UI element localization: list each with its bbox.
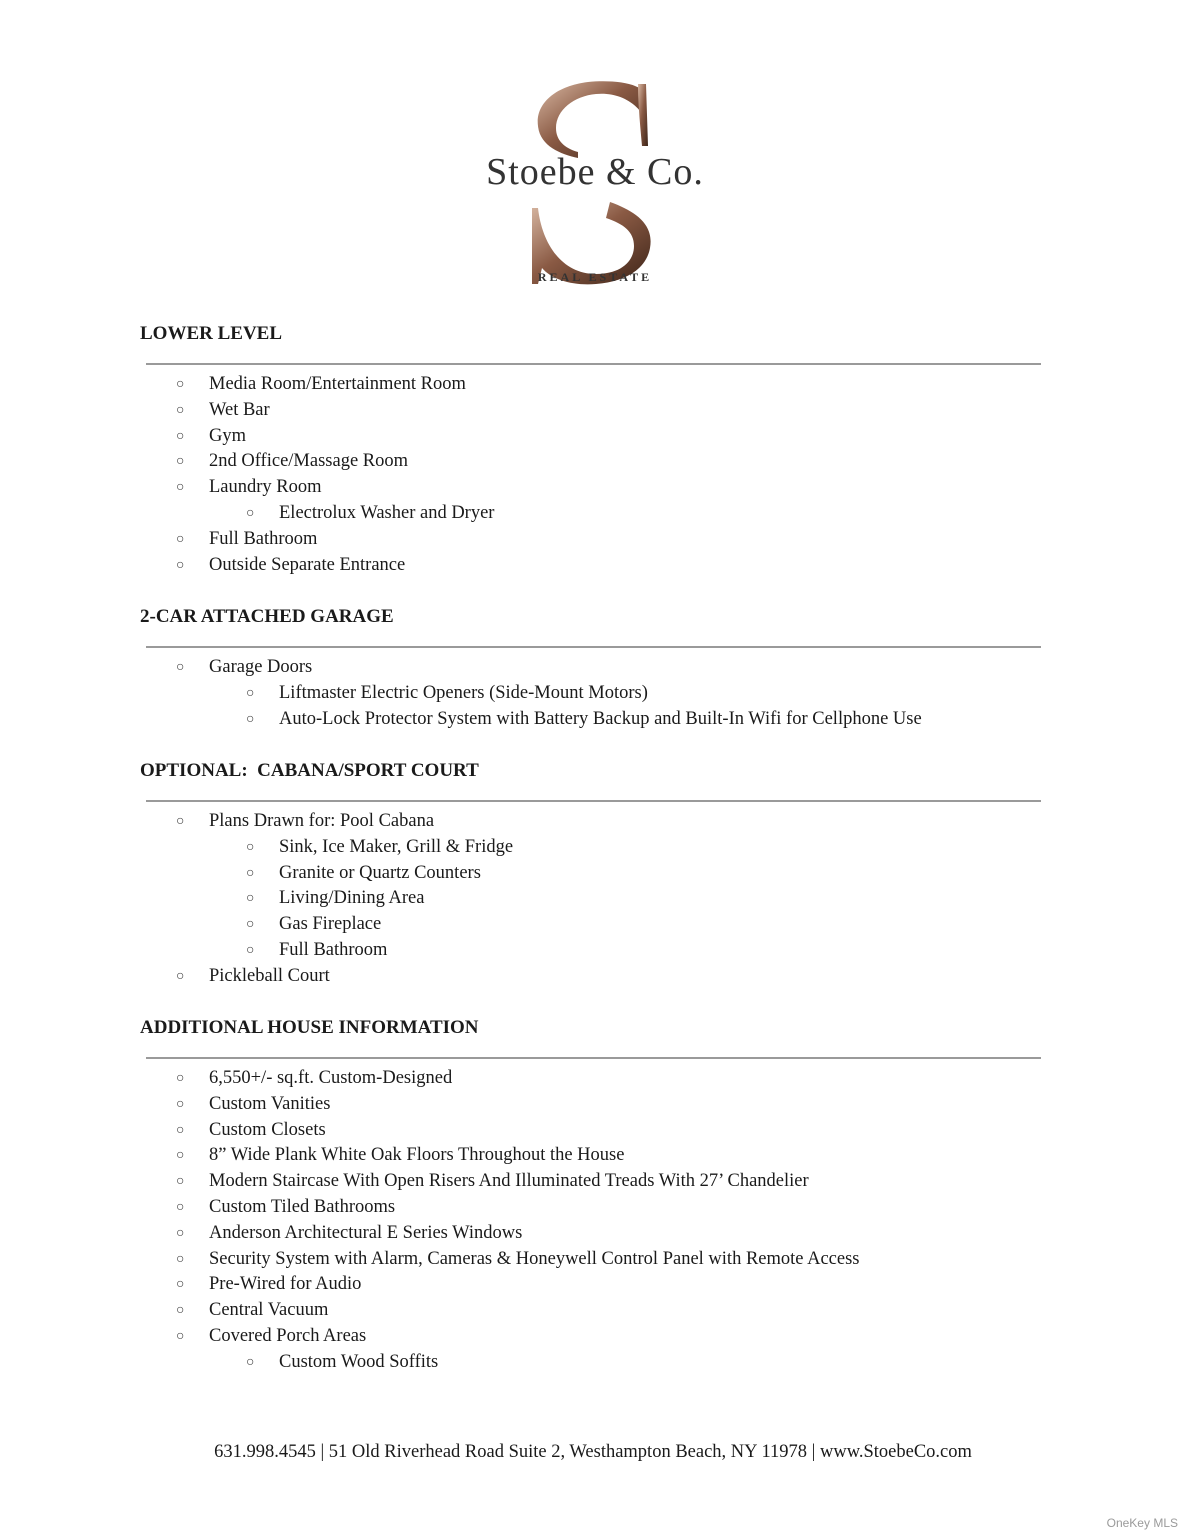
section-divider	[146, 800, 1041, 802]
section-divider	[146, 363, 1041, 365]
circle-bullet-icon: ○	[176, 660, 185, 675]
circle-bullet-icon: ○	[176, 1328, 185, 1344]
circle-bullet-icon: ○	[246, 1354, 255, 1370]
circle-bullet-icon: ○	[176, 557, 185, 573]
circle-bullet-icon: ○	[176, 1199, 185, 1215]
section-heading: 2-CAR ATTACHED GARAGE	[140, 606, 394, 627]
circle-bullet-icon: ○	[246, 891, 255, 907]
list-item-text: Custom Vanities	[209, 1093, 331, 1114]
list-item-text: Covered Porch Areas	[209, 1325, 367, 1346]
circle-bullet-icon: ○	[246, 865, 255, 881]
list-item	[140, 1272, 1041, 1298]
sub-list-item	[140, 707, 1041, 733]
circle-bullet-icon: ○	[176, 1122, 185, 1138]
circle-bullet-icon: ○	[176, 968, 185, 984]
list-item-text: Modern Staircase With Open Risers And Illuminated Treads With 27’ Chandelier	[209, 1171, 809, 1192]
section	[140, 605, 1041, 729]
section-heading: LOWER LEVEL	[140, 323, 283, 344]
list-item-text: Pre-Wired for Audio	[209, 1274, 362, 1295]
feature-list	[140, 655, 1041, 732]
mls-watermark: OneKey MLS	[1106, 1516, 1178, 1530]
list-item	[140, 1324, 1041, 1350]
list-item-text: Outside Separate Entrance	[209, 554, 406, 575]
list-item	[140, 1118, 1041, 1144]
list-item-text: Garage Doors	[209, 657, 313, 677]
list-item-text: Liftmaster Electric Openers (Side-Mount Motors)	[279, 682, 648, 703]
list-item	[140, 527, 1041, 553]
list-item-text: Wet Bar	[209, 399, 270, 420]
circle-bullet-icon: ○	[246, 685, 255, 701]
circle-bullet-icon: ○	[176, 1277, 185, 1293]
circle-bullet-icon: ○	[176, 1303, 185, 1319]
sub-list-item	[140, 886, 1041, 912]
list-item-text: Living/Dining Area	[279, 888, 425, 909]
list-item-text: Security System with Alarm, Cameras & Honeywell Control Panel with Remote Access	[209, 1248, 860, 1269]
list-item	[140, 398, 1041, 424]
list-item-text: Auto-Lock Protector System with Battery Backup and Built-In Wifi for Cellphone Use	[279, 708, 922, 729]
list-item	[140, 655, 1041, 681]
circle-bullet-icon: ○	[176, 428, 185, 444]
list-item	[140, 475, 1041, 501]
list-item-text: Custom Closets	[209, 1119, 326, 1140]
circle-bullet-icon: ○	[176, 814, 185, 829]
list-item	[140, 964, 1041, 990]
circle-bullet-icon: ○	[246, 505, 255, 521]
list-item	[140, 372, 1041, 398]
list-item	[140, 1143, 1041, 1169]
list-item-text: Laundry Room	[209, 477, 322, 498]
circle-bullet-icon: ○	[176, 1071, 185, 1086]
circle-bullet-icon: ○	[176, 377, 185, 392]
circle-bullet-icon: ○	[246, 917, 255, 933]
sub-list-item	[140, 681, 1041, 707]
sub-list-item	[140, 1350, 1041, 1376]
section-heading: OPTIONAL: CABANA/SPORT COURT	[140, 760, 479, 781]
circle-bullet-icon: ○	[176, 454, 185, 470]
list-item	[140, 1092, 1041, 1118]
list-item-text: Gym	[209, 425, 246, 446]
list-item	[140, 1298, 1041, 1324]
sub-list-item	[140, 835, 1041, 861]
circle-bullet-icon: ○	[246, 942, 255, 958]
list-item	[140, 424, 1041, 450]
footer-contact: 631.998.4545 | 51 Old Riverhead Road Suite 2, Westhampton Beach, NY 11978 | www.StoebeCo.com	[214, 1442, 972, 1462]
sub-list-item	[140, 938, 1041, 964]
sub-list-item	[140, 912, 1041, 938]
list-item-text: 2nd Office/Massage Room	[209, 451, 409, 472]
list-item	[140, 1169, 1041, 1195]
circle-bullet-icon: ○	[176, 1174, 185, 1190]
list-item-text: Central Vacuum	[209, 1300, 329, 1321]
list-item-text: 8” Wide Plank White Oak Floors Throughout the House	[209, 1145, 625, 1166]
circle-bullet-icon: ○	[176, 1251, 185, 1267]
sub-list-item	[140, 861, 1041, 887]
sub-list-item	[140, 501, 1041, 527]
list-item	[140, 809, 1041, 835]
list-item-text: Gas Fireplace	[279, 914, 382, 935]
circle-bullet-icon: ○	[246, 839, 255, 855]
list-item	[140, 553, 1041, 579]
circle-bullet-icon: ○	[176, 1096, 185, 1112]
list-item-text: Granite or Quartz Counters	[279, 862, 481, 883]
list-item	[140, 449, 1041, 475]
list-item-text: Media Room/Entertainment Room	[209, 374, 466, 394]
list-item-text: Electrolux Washer and Dryer	[279, 502, 495, 523]
list-item-text: Plans Drawn for: Pool Cabana	[209, 811, 435, 831]
circle-bullet-icon: ○	[176, 480, 185, 496]
circle-bullet-icon: ○	[176, 1225, 185, 1241]
list-item-text: Custom Wood Soffits	[279, 1351, 439, 1372]
section-heading: ADDITIONAL HOUSE INFORMATION	[140, 1017, 479, 1038]
list-item-text: Full Bathroom	[209, 528, 318, 549]
circle-bullet-icon: ○	[176, 1148, 185, 1164]
list-item	[140, 1195, 1041, 1221]
section	[140, 322, 1041, 575]
list-item	[140, 1221, 1041, 1247]
feature-list	[140, 1066, 1041, 1376]
list-item-text: Sink, Ice Maker, Grill & Fridge	[279, 836, 514, 857]
list-item-text: Full Bathroom	[279, 939, 388, 960]
section-divider	[146, 646, 1041, 648]
feature-list	[140, 809, 1041, 990]
brand-name: Stoebe & Co.	[486, 151, 704, 193]
company-logo	[470, 74, 720, 294]
list-item	[140, 1066, 1041, 1092]
brand-tagline: REAL ESTATE	[537, 270, 653, 284]
section	[140, 759, 1041, 986]
list-item	[140, 1247, 1041, 1273]
list-item-text: Pickleball Court	[209, 965, 330, 986]
section	[140, 1016, 1041, 1372]
list-item-text: Anderson Architectural E Series Windows	[209, 1222, 523, 1243]
list-item-text: 6,550+/- sq.ft. Custom-Designed	[209, 1068, 453, 1088]
list-item-text: Custom Tiled Bathrooms	[209, 1196, 396, 1217]
feature-list	[140, 372, 1041, 578]
circle-bullet-icon: ○	[246, 711, 255, 727]
section-divider	[146, 1057, 1041, 1059]
circle-bullet-icon: ○	[176, 531, 185, 547]
circle-bullet-icon: ○	[176, 402, 185, 418]
